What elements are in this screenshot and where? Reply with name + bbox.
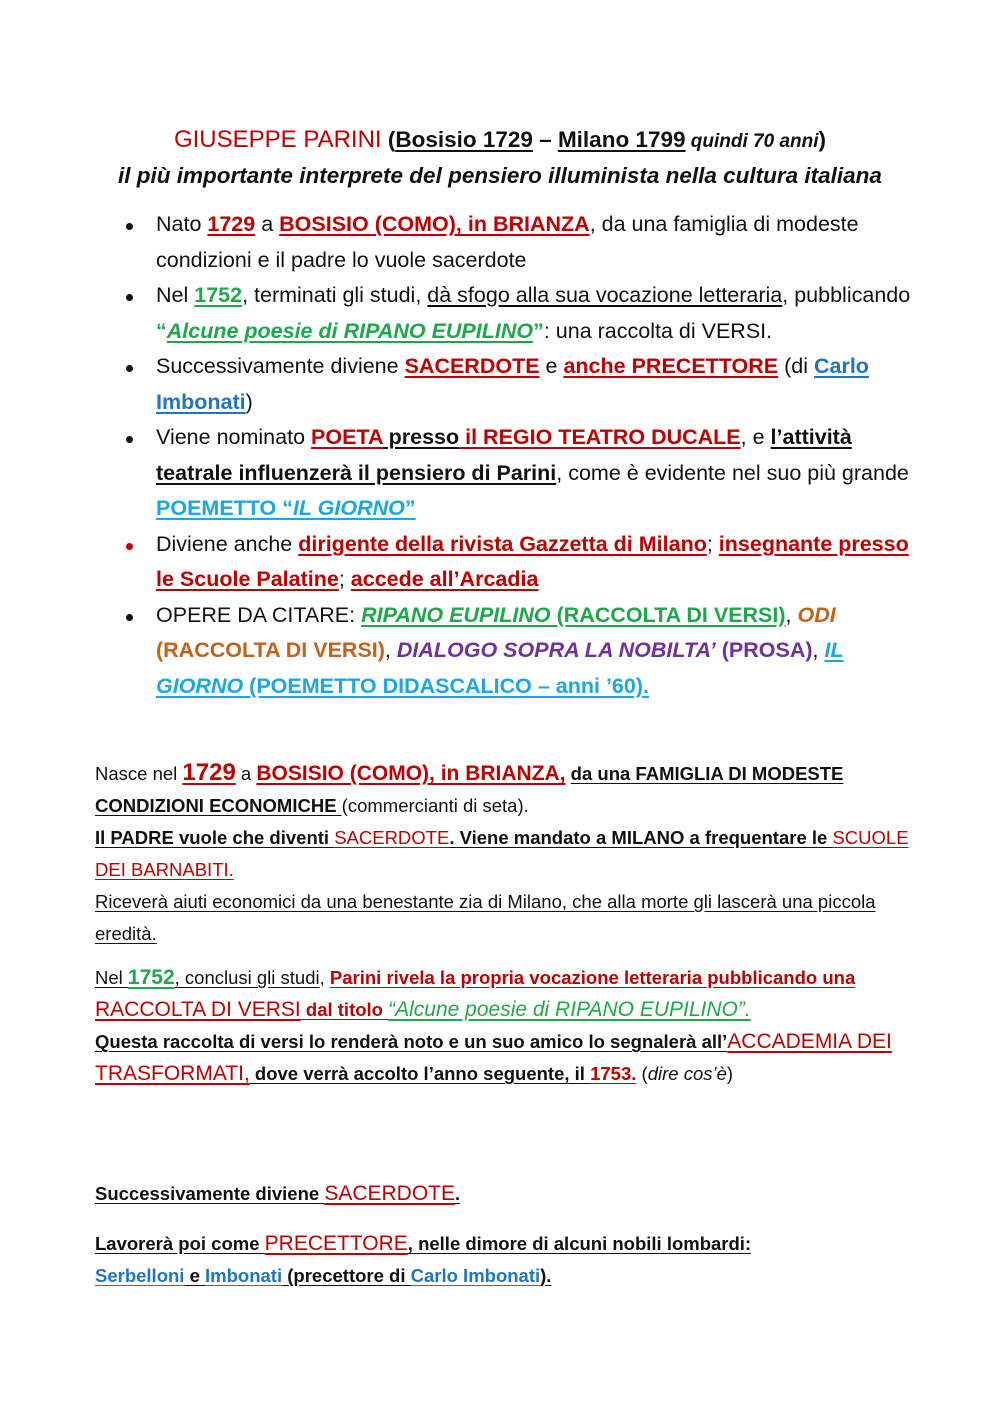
- highlight: anche PRECETTORE: [563, 354, 779, 378]
- bullet-icon: [126, 436, 133, 443]
- title-paren: (: [381, 127, 396, 152]
- work-title: “Alcune poesie di RIPANO EUPILINO”.: [388, 998, 751, 1021]
- title-paren-close: ): [818, 127, 827, 152]
- page-title: [60, 124, 940, 158]
- text: ,: [384, 638, 397, 662]
- work-title: ODI: [797, 602, 836, 627]
- title-birth: Bosisio 1729: [395, 127, 533, 152]
- person-name: Serbelloni: [95, 1265, 185, 1286]
- text: , e: [740, 425, 771, 449]
- text: ).: [540, 1265, 552, 1286]
- bullet-icon: [126, 365, 133, 372]
- highlight: Parini rivela la propria vocazione letteraria pubblicando una: [329, 967, 856, 988]
- page-subtitle: il più importante interprete del pensiero illuminista nella cultura italiana: [118, 163, 882, 188]
- work-note: (RACCOLTA DI VERSI): [550, 602, 786, 627]
- highlight: dove verrà accolto l’anno seguente, il: [249, 1063, 591, 1084]
- text: ;: [706, 531, 719, 556]
- highlight: Questa raccolta di versi lo renderà noto e un suo amico lo segnalerà all’: [95, 1031, 728, 1052]
- text: (precettore di: [282, 1265, 411, 1286]
- text: Riceverà aiuti economici da una benestante zia di Milano, che alla morte gli lascerà una piccola eredità.: [95, 891, 876, 944]
- text: ): [726, 1063, 734, 1084]
- paragraph-poetry: [95, 962, 915, 1090]
- text: (commercianti di seta).: [341, 795, 529, 816]
- work-title: RIPANO EUPILINO: [361, 602, 551, 627]
- text: Nel: [156, 283, 195, 307]
- highlight: dà sfogo alla sua vocazione letteraria: [427, 283, 783, 307]
- paragraph-birth: [95, 757, 915, 950]
- bullet-icon: [126, 614, 133, 621]
- highlight: , nelle dimore di alcuni nobili lombardi:: [407, 1233, 752, 1254]
- list-item: [0, 598, 1000, 705]
- text: : una raccolta di VERSI.: [543, 318, 773, 343]
- text: (: [636, 1063, 648, 1084]
- list-item: [0, 278, 1000, 349]
- work-note: (POEMETTO DIDASCALICO – anni ’60).: [243, 673, 649, 698]
- place: BOSISIO (COMO), in BRIANZA: [279, 212, 590, 236]
- highlight: l’attività teatrale influenzerà il pensiero di Parini: [156, 425, 852, 485]
- work-title: Alcune poesie di RIPANO EUPILINO: [166, 318, 534, 343]
- year: 1752: [127, 966, 175, 989]
- highlight: Successivamente diviene: [95, 1183, 325, 1204]
- list-item: [0, 420, 1000, 527]
- text: Nasce nel: [95, 763, 183, 784]
- paragraph-precettore: [95, 1228, 915, 1292]
- highlight: SACERDOTE: [334, 827, 450, 848]
- highlight: insegnante presso le Scuole Palatine: [156, 531, 909, 591]
- text: Nel: [95, 967, 128, 988]
- highlight: accede all’Arcadia: [350, 567, 539, 591]
- text: , terminati gli studi,: [242, 283, 428, 307]
- list-item: [0, 207, 1000, 278]
- text: OPERE DA CITARE:: [156, 602, 362, 627]
- list-item: [0, 349, 1000, 420]
- year: 1729: [207, 212, 256, 236]
- work-title: POEMETTO “: [156, 496, 293, 520]
- work-title: IL GIORNO: [292, 496, 405, 520]
- person-name: Imbonati: [205, 1265, 283, 1286]
- title-dash: –: [532, 127, 558, 152]
- text: Diviene anche: [156, 531, 299, 556]
- highlight: RACCOLTA DI VERSI: [95, 998, 301, 1021]
- highlight: presso: [382, 425, 460, 449]
- year: 1752: [194, 283, 243, 307]
- title-age: quindi 70 anni: [685, 131, 819, 152]
- text: e: [539, 354, 564, 378]
- highlight: dal titolo: [300, 999, 389, 1020]
- text: Successivamente diviene: [156, 354, 405, 378]
- paragraph-sacerdote: [95, 1178, 915, 1210]
- text: dire cos’è: [647, 1063, 727, 1084]
- work-note: (RACCOLTA DI VERSI): [156, 638, 385, 662]
- title-death: Milano 1799: [557, 127, 686, 152]
- summary-list: [0, 207, 1000, 704]
- text: (di: [778, 354, 814, 378]
- text: ): [245, 389, 253, 414]
- bullet-icon: [126, 543, 133, 550]
- text: a: [235, 763, 257, 784]
- list-item: [0, 527, 1000, 598]
- highlight: Il PADRE vuole che diventi: [95, 827, 335, 848]
- highlight: . Viene mandato a MILANO a frequentare le: [449, 827, 833, 848]
- work-note: (PROSA): [715, 638, 813, 662]
- text: Nato: [156, 212, 208, 236]
- highlight: da una FAMIGLIA DI MODESTE CONDIZIONI ECONOMICHE: [95, 763, 844, 816]
- highlight: SACERDOTE: [404, 354, 540, 378]
- highlight: Lavorerà poi come: [95, 1233, 265, 1254]
- quote: ”: [533, 318, 544, 343]
- text: ,: [812, 638, 825, 662]
- text: , da una famiglia di modeste condizioni e il padre lo vuole sacerdote: [156, 212, 859, 272]
- text: ;: [338, 567, 351, 591]
- bullet-icon: [126, 223, 133, 230]
- year: 1753.: [590, 1063, 637, 1084]
- highlight: .: [455, 1183, 461, 1204]
- bullet-icon: [126, 294, 133, 301]
- person-name: Carlo Imbonati: [156, 354, 869, 414]
- work-title: ”: [404, 496, 416, 520]
- highlight: POETA: [311, 425, 383, 449]
- text: , pubblicando: [782, 283, 911, 307]
- title-name: GIUSEPPE PARINI: [173, 126, 382, 153]
- quote: “: [156, 318, 167, 343]
- highlight: dirigente della rivista Gazzetta di Milano: [298, 531, 707, 556]
- highlight: PRECETTORE: [264, 1232, 408, 1255]
- work-title: IL GIORNO: [156, 638, 844, 698]
- text: , conclusi gli studi: [174, 967, 320, 988]
- text: ,: [785, 602, 798, 627]
- text: ,: [319, 967, 330, 988]
- text: a: [255, 212, 280, 236]
- text: e: [184, 1265, 206, 1286]
- place: BOSISIO (COMO), in BRIANZA,: [256, 762, 566, 785]
- highlight: SACERDOTE: [324, 1182, 456, 1205]
- highlight: il REGIO TEATRO DUCALE: [459, 425, 741, 449]
- highlight: ACCADEMIA DEI TRASFORMATI,: [95, 1030, 892, 1085]
- text: Viene nominato: [156, 425, 311, 449]
- year: 1729: [182, 759, 236, 786]
- text: , come è evidente nel suo più grande: [556, 460, 909, 485]
- person-name: Carlo Imbonati: [410, 1265, 541, 1286]
- highlight: SCUOLE DEI BARNABITI.: [95, 827, 909, 880]
- work-title: DIALOGO SOPRA LA NOBILTA’: [396, 638, 716, 662]
